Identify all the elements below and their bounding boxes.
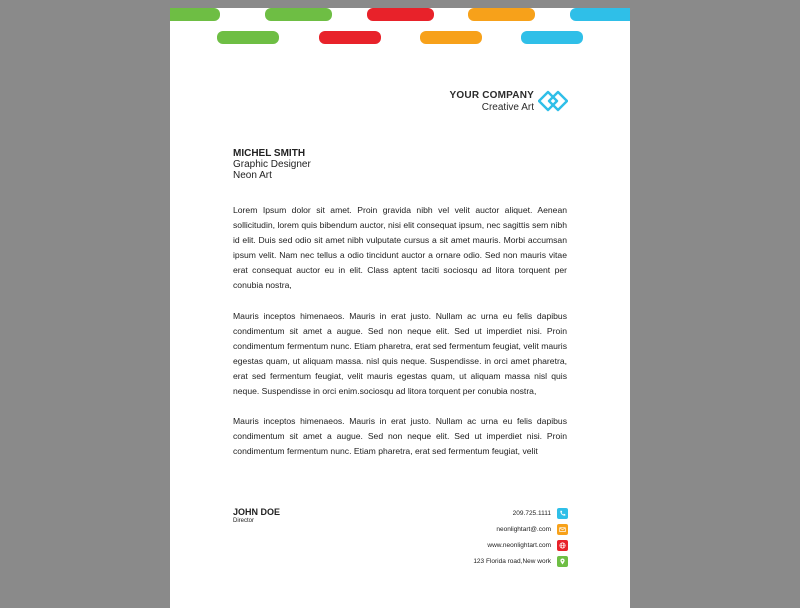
sender-name: MICHEL SMITH bbox=[233, 148, 306, 159]
stripe-red-top bbox=[367, 8, 434, 21]
stripe-green-top bbox=[170, 8, 220, 21]
stripe-red-bottom bbox=[319, 31, 381, 44]
stripe-green-bottom bbox=[217, 31, 279, 44]
company-name: YOUR COMPANY bbox=[449, 90, 534, 101]
body-paragraph-2: Mauris inceptos himenaeos. Mauris in erat justo. Nullam ac urna eu felis dapibus condimentum sit amet a augue. Sed non neque elit. Sed ut imperdiet nisi. Proin condimentum fermentum nunc. Etiam pharetra, erat sed fermentum feugiat, velit mauris egestas quam, ut aliquam massa. nisl quis neque. Suspendisse. in orci amet pharetra, erat sed fermentum feugiat, velit mauris egestas quam, ut aliquam massa nisl quis neque. Suspendisse in orci enim.sociosqu ad litora torquent per conubia nostra, bbox=[233, 310, 567, 397]
signatory-name: JOHN DOE bbox=[233, 507, 281, 517]
sender-block bbox=[233, 148, 311, 181]
phone-icon bbox=[557, 508, 568, 519]
stripe-blue-bottom bbox=[521, 31, 583, 44]
contact-email-text: neonlightart@.com bbox=[496, 525, 551, 533]
signature-block bbox=[233, 507, 280, 526]
sender-title: Graphic Designer bbox=[233, 159, 311, 170]
letterhead-page bbox=[170, 8, 630, 608]
contact-phone bbox=[473, 507, 568, 519]
stripe-orange-top bbox=[468, 8, 535, 21]
globe-icon bbox=[557, 540, 568, 551]
contact-address bbox=[473, 555, 568, 567]
body-paragraph-3: Mauris inceptos himenaeos. Mauris in erat justo. Nullam ac urna eu felis dapibus condimentum sit amet a augue. Sed non neque elit. Sed ut imperdiet nisi. Proin condimentum fermentum nunc. Etiam pharetra, erat sed fermentum feugiat, velit bbox=[233, 416, 567, 457]
contact-phone-text: 209.725.1111 bbox=[512, 509, 551, 517]
contact-list bbox=[473, 507, 568, 571]
stripe-green-top-2 bbox=[265, 8, 332, 21]
company-logo-text bbox=[450, 90, 534, 114]
location-icon bbox=[557, 556, 568, 567]
letter-body bbox=[233, 203, 567, 474]
stripe-blue-top bbox=[570, 8, 630, 21]
diamond-logo-icon bbox=[538, 90, 568, 112]
contact-website-text: www.neonlightart.com bbox=[487, 541, 551, 549]
sender-company: Neon Art bbox=[233, 170, 272, 181]
email-icon bbox=[557, 524, 568, 535]
company-tagline: Creative Art bbox=[481, 102, 534, 113]
contact-address-text: 123 Florida road,New work bbox=[473, 557, 551, 565]
stripe-orange-bottom bbox=[420, 31, 482, 44]
signatory-title: Director bbox=[233, 518, 255, 524]
body-paragraph-1: Lorem Ipsum dolor sit amet. Proin gravida nibh vel velit auctor aliquet. Aenean sollicitudin, lorem quis bibendum auctor, nisi elit consequat ipsum, nec sagittis sem nibh id elit. Duis sed odio sit amet nibh vulputate cursus a sit amet mauris. Morbi accumsan ipsum velit. Nam nec tellus a odio tincidunt auctor a ornare odio. Sed non mauris vitae erat consequat auctor eu in elit. Class aptent taciti sociosqu ad litora torquent per conubia nostra, bbox=[233, 205, 567, 291]
contact-email bbox=[473, 523, 568, 535]
contact-website bbox=[473, 539, 568, 551]
